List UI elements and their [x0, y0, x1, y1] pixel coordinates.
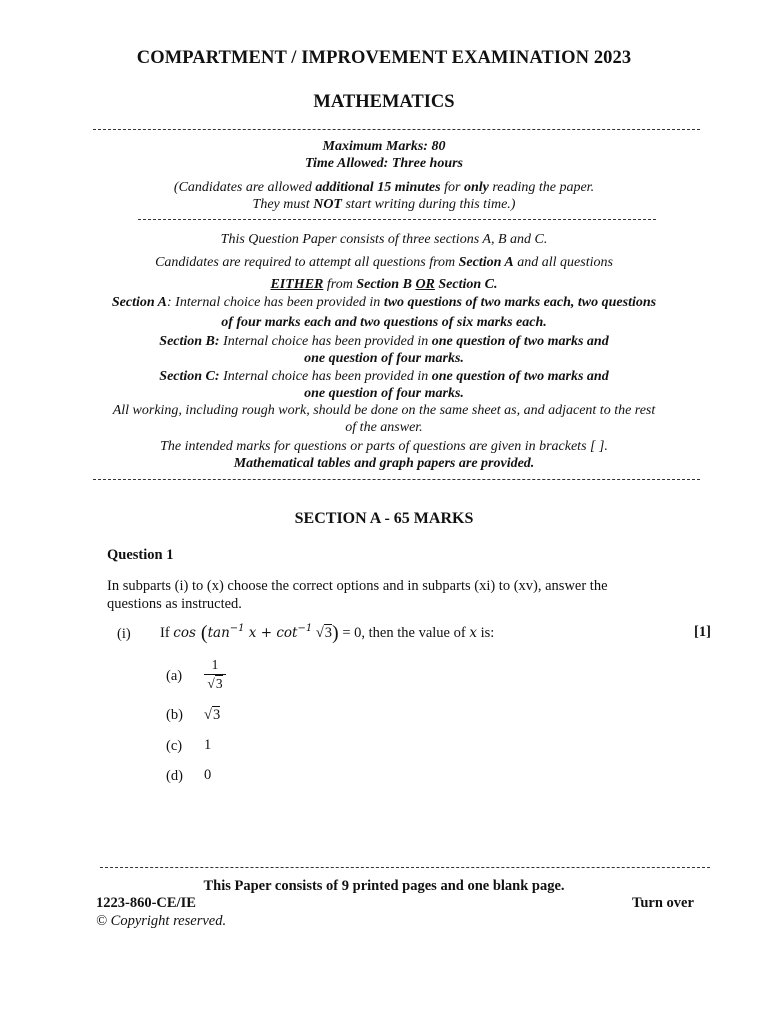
question-1-label: Question 1 — [107, 547, 174, 563]
question-intro: In subparts (i) to (x) choose the correct options and in subparts (xi) to (xv), answer the questions as instructed. — [107, 578, 608, 612]
footer-divider — [100, 867, 710, 868]
subpart-question: If $\cos (\tan^{-1}$ $x + \cot^{-1} √3) = 0$, then the value of x is: — [160, 622, 495, 644]
section-b-choice: Section B: Internal choice has been provided in one question of two marks and — [159, 334, 609, 349]
section-c-choice: Section C: Internal choice has been provided in one question of two marks and — [159, 369, 609, 384]
copyright: © Copyright reserved. — [96, 913, 227, 929]
section-a-choice-cont: of four marks each and two questions of six marks each. — [221, 315, 547, 330]
max-marks: Maximum Marks: 80 — [322, 139, 446, 154]
section-b-choice-cont: one question of four marks. — [304, 351, 464, 366]
divider-inner — [138, 219, 656, 220]
attempt-note: Candidates are required to attempt all questions from Section A and all questions — [155, 255, 613, 270]
subpart-number: (i) — [117, 626, 131, 642]
option-a-label: (a) — [166, 668, 183, 684]
option-b-value: √3 — [204, 707, 221, 723]
section-c-choice-cont: one question of four marks. — [304, 386, 464, 401]
time-allowed: Time Allowed: Three hours — [304, 156, 464, 171]
option-a-fraction: $\frac{1}{√3}$ — [204, 657, 226, 692]
working-note-cont: of the answer. — [345, 420, 423, 435]
exam-title: COMPARTMENT / IMPROVEMENT EXAMINATION 2023 — [136, 48, 632, 68]
divider-top — [93, 129, 700, 130]
option-d-label: (d) — [166, 768, 183, 784]
no-writing-note: They must NOT start writing during this time.) — [252, 197, 516, 212]
option-d-value: 0 — [204, 767, 212, 783]
subject-title: MATHEMATICS — [313, 92, 455, 112]
tables-note: Mathematical tables and graph papers are provided. — [233, 456, 535, 471]
marks-badge: [1] — [694, 624, 711, 640]
reading-time-note: (Candidates are allowed additional 15 minutes for only reading the paper. — [173, 180, 595, 195]
paper-code: 1223-860-CE/IE — [96, 895, 196, 911]
section-a-heading: SECTION A - 65 MARKS — [294, 510, 474, 527]
option-b-label: (b) — [166, 707, 183, 723]
sections-note: This Question Paper consists of three sections A, B and C. — [220, 232, 548, 247]
divider-bottom — [93, 479, 700, 480]
turn-over: Turn over — [632, 895, 694, 911]
option-c-value: 1 — [204, 737, 212, 753]
section-a-choice: Section A: Internal choice has been provided in two questions of two marks each, two questions — [111, 295, 657, 310]
working-note: All working, including rough work, should be done on the same sheet as, and adjacent to the rest — [112, 403, 656, 418]
page-count-note: This Paper consists of 9 printed pages and one blank page. — [203, 878, 565, 894]
brackets-note: The intended marks for questions or parts of questions are given in brackets [ ]. — [160, 439, 608, 454]
either-or-note: EITHER from Section B OR Section C. — [270, 277, 498, 292]
option-c-label: (c) — [166, 738, 183, 754]
